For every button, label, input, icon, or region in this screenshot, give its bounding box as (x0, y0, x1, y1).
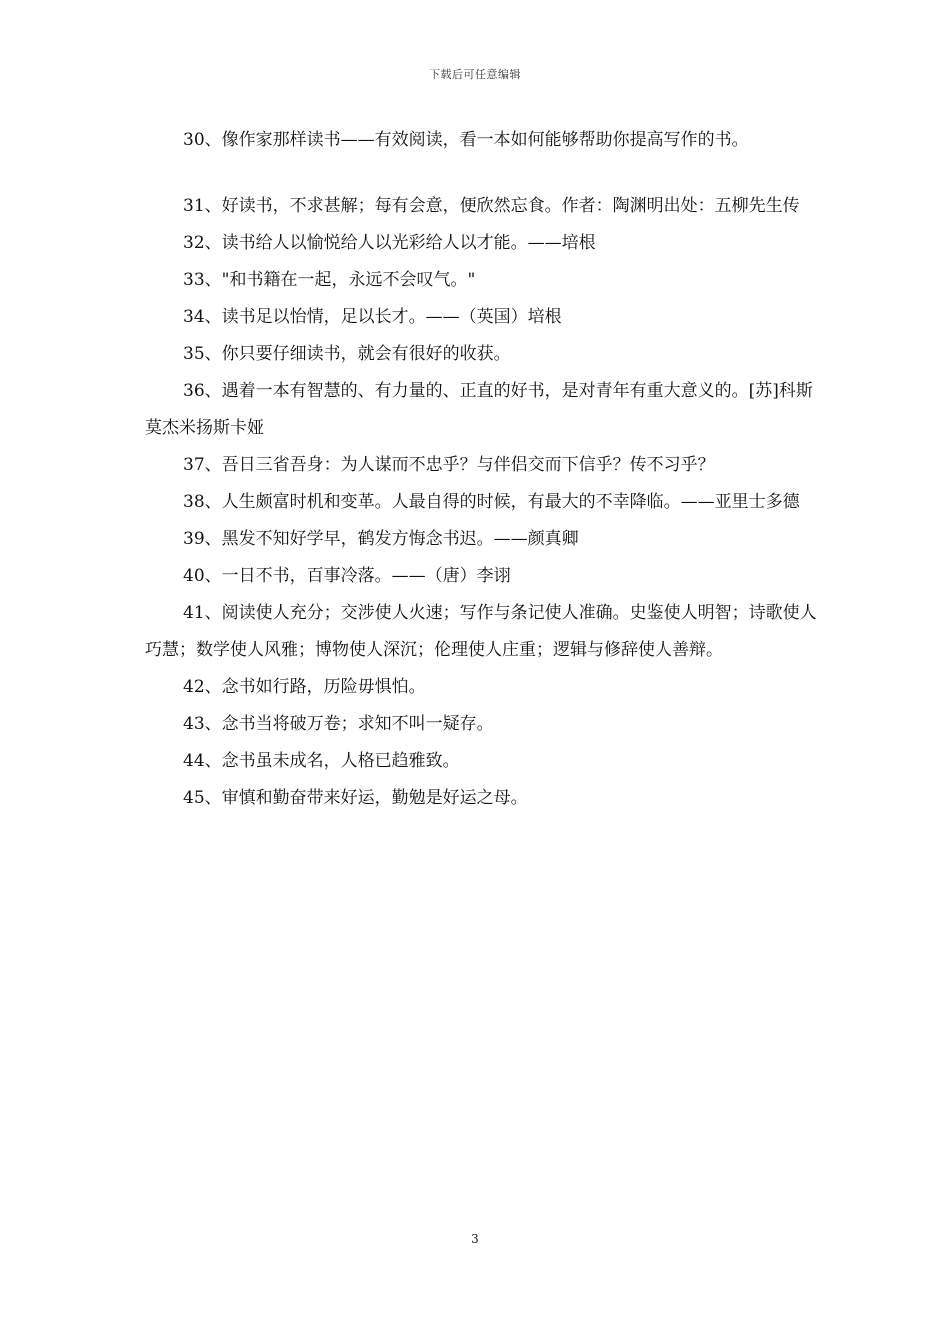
document-body (145, 122, 825, 817)
quote-37: 37、吾日三省吾身：为人谋而不忠乎？与伴侣交而下信乎？传不习乎？ (183, 455, 715, 475)
quote-38: 38、人生颇富时机和变革。人最自得的时候，有最大的不幸降临。——亚里士多德 (183, 492, 800, 512)
page-number: 3 (471, 1232, 479, 1246)
quote-30: 30、像作家那样读书——有效阅读，看一本如何能够帮助你提高写作的书。 (183, 130, 749, 150)
quote-39: 39、黑发不知好学早，鹤发方悔念书迟。——颜真卿 (183, 529, 579, 549)
quote-34: 34、读书足以怡情，足以长才。——（英国）培根 (183, 307, 562, 327)
quote-44: 44、念书虽未成名，人格已趋雅致。 (183, 751, 460, 771)
quote-31: 31、好读书，不求甚解；每有会意，便欣然忘食。作者：陶渊明出处：五柳先生传 (183, 196, 800, 216)
page-header: 下载后可任意编辑 (429, 68, 521, 81)
quote-43: 43、念书当将破万卷；求知不叫一疑存。 (183, 714, 494, 734)
quote-40: 40、一日不书，百事冷落。——（唐）李诩 (183, 566, 511, 586)
quote-35: 35、你只要仔细读书，就会有很好的收获。 (183, 344, 511, 364)
quote-32: 32、读书给人以愉悦给人以光彩给人以才能。——培根 (183, 233, 596, 253)
quote-36: 36、遇着一本有智慧的、有力量的、正直的好书，是对青年有重大意义的。[苏]科斯莫杰米扬斯卡娅 (145, 381, 813, 438)
quote-42: 42、念书如行路，历险毋惧怕。 (183, 677, 426, 697)
quote-41: 41、阅读使人充分；交涉使人火速；写作与条记使人准确。史鉴使人明智；诗歌使人巧慧；数学使人风雅；博物使人深沉；伦理使人庄重；逻辑与修辞使人善辩。 (145, 603, 817, 660)
quote-33: 33、"和书籍在一起，永远不会叹气。" (183, 270, 476, 290)
quote-45: 45、审慎和勤奋带来好运，勤勉是好运之母。 (183, 788, 528, 808)
